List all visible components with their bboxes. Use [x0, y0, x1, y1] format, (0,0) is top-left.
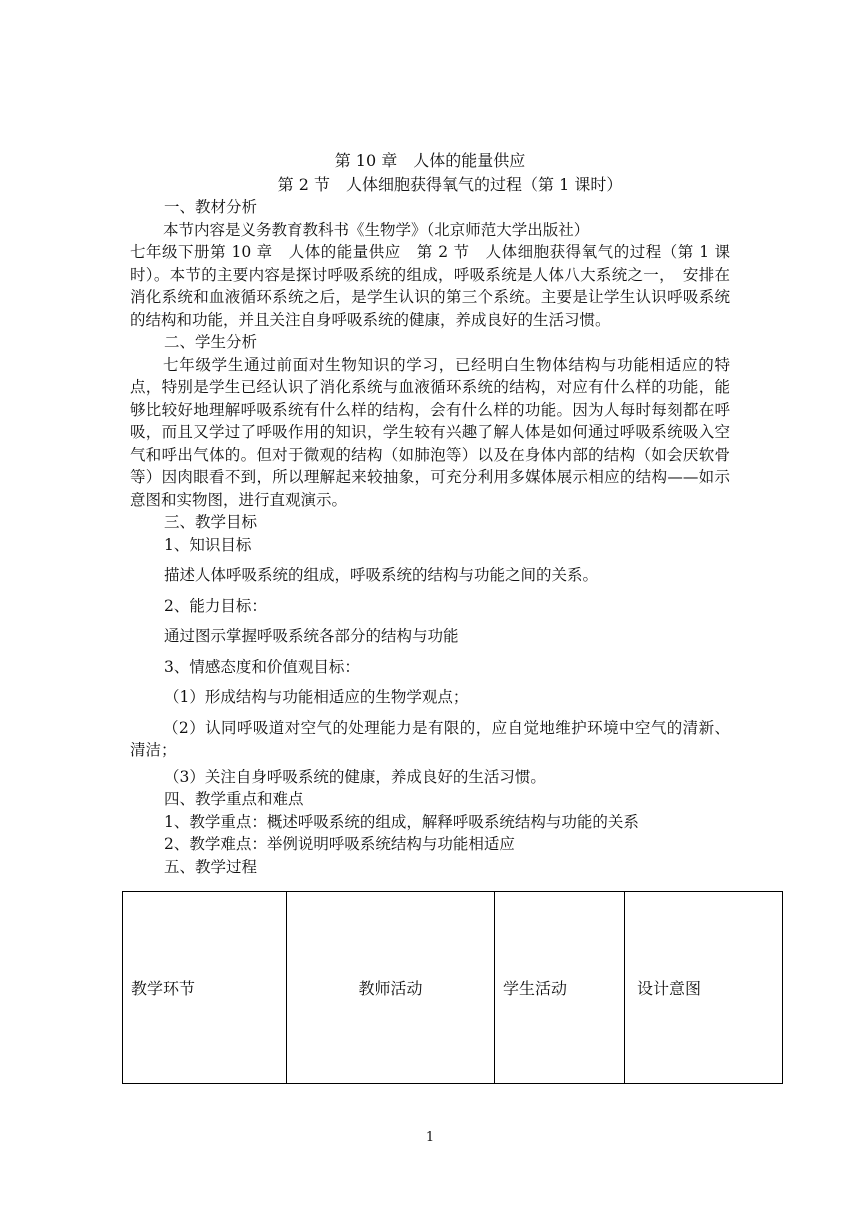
paragraph-textbook-analysis: 七年级下册第 10 章 人体的能量供应 第 2 节 人体细胞获得氧气的过程（第 1 课时）。本节的主要内容是探讨呼吸系统的组成，呼吸系统是人体八大系统之一， 安排在消化系统和血液循环系统之后，是学生认识的第三个系统。主要是让学生认识呼吸系统的结构和功能，并且关注自身呼吸系统的健康，养成良好的生活习惯。 [130, 243, 730, 329]
heading-teaching-process: 五、教学过程 [164, 857, 258, 876]
paragraph-textbook-intro: 本节内容是义务教育教科书《生物学》（北京师范大学出版社） [163, 220, 590, 239]
header-teaching-stage: 教学环节 [123, 892, 287, 1084]
header-teacher-activity: 教师活动 [287, 892, 495, 1084]
header-student-activity: 学生活动 [495, 892, 625, 1084]
list-item-emotion-1: （1）形成结构与功能相适应的生物学观点； [164, 688, 469, 706]
heading-key-points: 四、教学重点和难点 [164, 790, 304, 808]
heading-textbook-analysis: 一、教材分析 [164, 198, 258, 216]
header-design-intent: 设计意图 [625, 892, 783, 1084]
paragraph-difficult-point: 2、教学难点：举例说明呼吸系统结构与功能相适应 [164, 835, 515, 853]
list-item-emotion-2: （2）认同呼吸道对空气的处理能力是有限的，应自觉地维护环境中空气的清新、清洁； [130, 718, 730, 759]
paragraph-key-point: 1、教学重点：概述呼吸系统的组成，解释呼吸系统结构与功能的关系 [164, 812, 639, 831]
heading-student-analysis: 二、学生分析 [164, 333, 258, 351]
section-title: 第 2 节 人体细胞获得氧气的过程（第 1 课时） [277, 175, 623, 194]
paragraph-ability-goal: 通过图示掌握呼吸系统各部分的结构与功能 [164, 627, 459, 645]
paragraph-knowledge-goal: 描述人体呼吸系统的组成，呼吸系统的结构与功能之间的关系。 [164, 566, 599, 584]
paragraph-student-analysis: 七年级学生通过前面对生物知识的学习，已经明白生物体结构与功能相适应的特点，特别是学生已经认识了消化系统与血液循环系统的结构，对应有什么样的功能，能够比较好地理解呼吸系统有什么样的结构，会有什么样的功能。因为人每时每刻都在呼吸，而且又学过了呼吸作用的知识，学生较有兴趣了解人体是如何通过呼吸系统吸入空气和呼出气体的。但对于微观的结构（如肺泡等）以及在身体内部的结构（如会厌软骨等）因肉眼看不到，所以理解起来较抽象，可充分利用多媒体展示相应的结构——如示意图和实物图，进行直观演示。 [130, 355, 730, 509]
chapter-title: 第 10 章 人体的能量供应 [334, 151, 526, 170]
heading-teaching-goals: 三、教学目标 [164, 513, 258, 531]
teaching-process-table [122, 891, 783, 1084]
list-item-emotion-3: （3）关注自身呼吸系统的健康，养成良好的生活习惯。 [164, 767, 546, 786]
table-row [123, 892, 783, 1084]
heading-knowledge-goal: 1、知识目标 [164, 535, 252, 554]
page-number: 1 [425, 1130, 435, 1145]
heading-ability-goal: 2、能力目标： [164, 596, 267, 615]
body-text [130, 196, 730, 878]
heading-emotion-goal: 3、情感态度和价值观目标： [164, 657, 360, 676]
